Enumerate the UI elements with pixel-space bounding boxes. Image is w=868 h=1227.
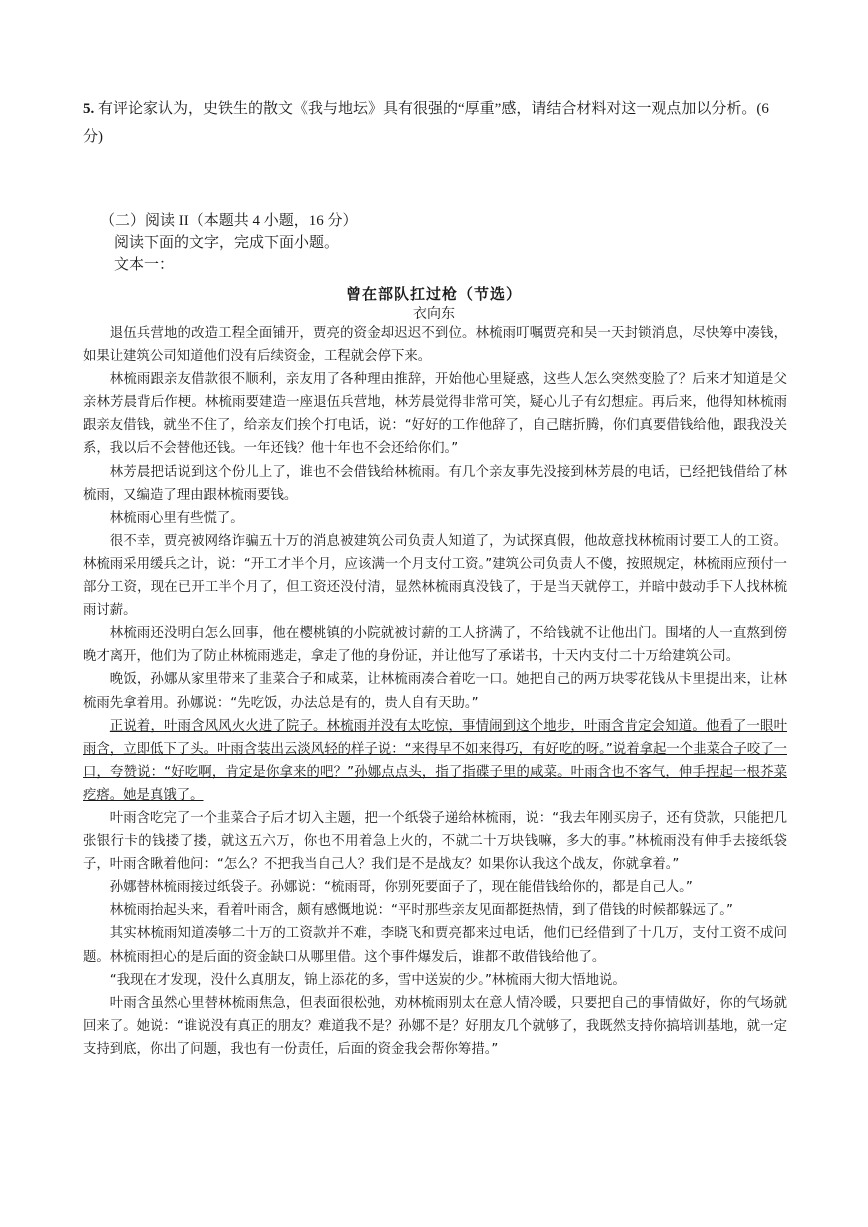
paragraph: 林梳雨心里有些慌了。	[109, 510, 244, 526]
section-header: （二）阅读 II（本题共 4 小题，16 分）	[100, 213, 358, 229]
section-instruction: 阅读下面的文字，完成下面小题。	[114, 235, 340, 251]
text-label: 文本一：	[114, 257, 175, 273]
paragraph: 退伍兵营地的改造工程全面铺开，贾亮的资金却迟迟不到位。林梳雨叮嘱贾亮和吴一天封锁消息，尽快筹中凑钱，如果让建筑公司知道他们没有后续资金，工程就会停下来。	[83, 326, 787, 365]
paragraph: 林梳雨还没明白怎么回事，他在樱桃镇的小院就被讨薪的工人挤满了，不给钱就不让他出门。围堵的人一直熬到傍晚才离开，他们为了防止林梳雨逃走，拿走了他的身份证，并让他写了承诺书，十天内支付二十万给建筑公司。	[83, 626, 787, 665]
paragraph: “我现在才发现，没什么真朋友，锦上添花的多，雪中送炭的少。”林梳雨大彻大悟地说。	[109, 972, 626, 988]
paragraph: 晚饭，孙娜从家里带来了韭菜合子和咸菜，让林梳雨凑合着吃一口。她把自己的两万块零花钱从卡里提出来，让林梳雨先拿着用。孙娜说：“先吃饭，办法总是有的，贵人自有天助。”	[83, 672, 787, 711]
article-body	[83, 322, 787, 1061]
paragraph: 林梳雨跟亲友借款很不顺利，亲友用了各种理由推辞，开始他心里疑惑，这些人怎么突然变脸了？后来才知道是父亲林芳晨背后作梗。林梳雨要建造一座退伍兵营地，林芳晨觉得非常可笑，疑心儿子有幻想症。再后来，他得知林梳雨跟亲友借钱，就坐不住了，给亲友们挨个打电话，说：“好好的工作他辞了，自己瞎折腾，你们真要借钱给他，跟我没关系，我以后不会替他还钱。一年还钱？他十年也不会还给你们。”	[83, 372, 787, 457]
reading-section	[100, 210, 800, 276]
paragraph: 林梳雨抬起头来，看着叶雨含，颇有感慨地说：“平时那些亲友见面都挺热情，到了借钱的时候都躲远了。”	[109, 903, 733, 919]
article-author: 衣向东	[413, 306, 455, 322]
question-text: 有评论家认为，史铁生的散文《我与地坛》具有很强的“厚重”感，请结合材料对这一观点加以分析。(6 分)	[83, 101, 769, 145]
underlined-passage: 正说着，叶雨含风风火火进了院子。林梳雨并没有太吃惊，事情闹到这个地步，叶雨含肯定会知道。他看了一眼叶雨含，立即低下了头。叶雨含装出云淡风轻的样子说：“来得早不如来得巧，有好吃的呀。”说着拿起一个韭菜合子咬了一口，夸赞说：“好吃啊，肯定是你拿来的吧？”孙娜点点头，指了指碟子里的咸菜。叶雨含也不客气，伸手捏起一根芥菜疙瘩。她是真饿了。	[83, 718, 787, 803]
paragraph: 孙娜替林梳雨接过纸袋子。孙娜说：“梳雨哥，你别死要面子了，现在能借钱给你的，都是自己人。”	[109, 880, 693, 896]
paragraph: 叶雨含虽然心里替林梳雨焦急，但表面很松弛，劝林梳雨别太在意人情冷暖，只要把自己的事情做好，你的气场就回来了。她说：“谁说没有真正的朋友？难道我不是？孙娜不是？好朋友几个就够了，我既然支持你搞培训基地，就一定支持到底，你出了问题，我也有一份责任，后面的资金我会帮你筹措。”	[83, 995, 787, 1057]
question-5	[83, 95, 788, 151]
underlined-paragraph	[83, 715, 787, 807]
paragraph: 林芳晨把话说到这个份儿上了，谁也不会借钱给林梳雨。有几个亲友事先没接到林芳晨的电话，已经把钱借给了林梳雨，又编造了理由跟林梳雨要钱。	[83, 464, 787, 503]
paragraph: 很不幸，贾亮被网络诈骗五十万的消息被建筑公司负责人知道了，为试探真假，他故意找林梳雨讨要工人的工资。林梳雨采用缓兵之计，说：“开工才半个月，应该满一个月支付工资。”建筑公司负责人不傻，按照规定，林梳雨应预付一部分工资，现在已开工半个月了，但工资还没付清，显然林梳雨真没钱了，于是当天就停工，并暗中鼓动手下人找林梳雨讨薪。	[83, 533, 787, 619]
article-title: 曾在部队扛过枪（节选）	[345, 285, 522, 303]
question-number: 5.	[83, 101, 95, 117]
paragraph: 其实林梳雨知道凑够二十万的工资款并不难，李晓飞和贾亮都来过电话，他们已经借到了十几万，支付工资不成问题。林梳雨担心的是后面的资金缺口从哪里借。这个事件爆发后，谁都不敢借钱给他了。	[83, 926, 787, 965]
paragraph: 叶雨含吃完了一个韭菜合子后才切入主题，把一个纸袋子递给林梳雨，说：“我去年刚买房子，还有贷款，只能把几张银行卡的钱搂了搂，就这五六万，你也不用着急上火的，不就二十万块钱嘛，多大的事。”林梳雨没有伸手去接纸袋子，叶雨含瞅着他问：“怎么？不把我当自己人？我们是不是战友？如果你认我这个战友，你就拿着。”	[83, 810, 787, 873]
